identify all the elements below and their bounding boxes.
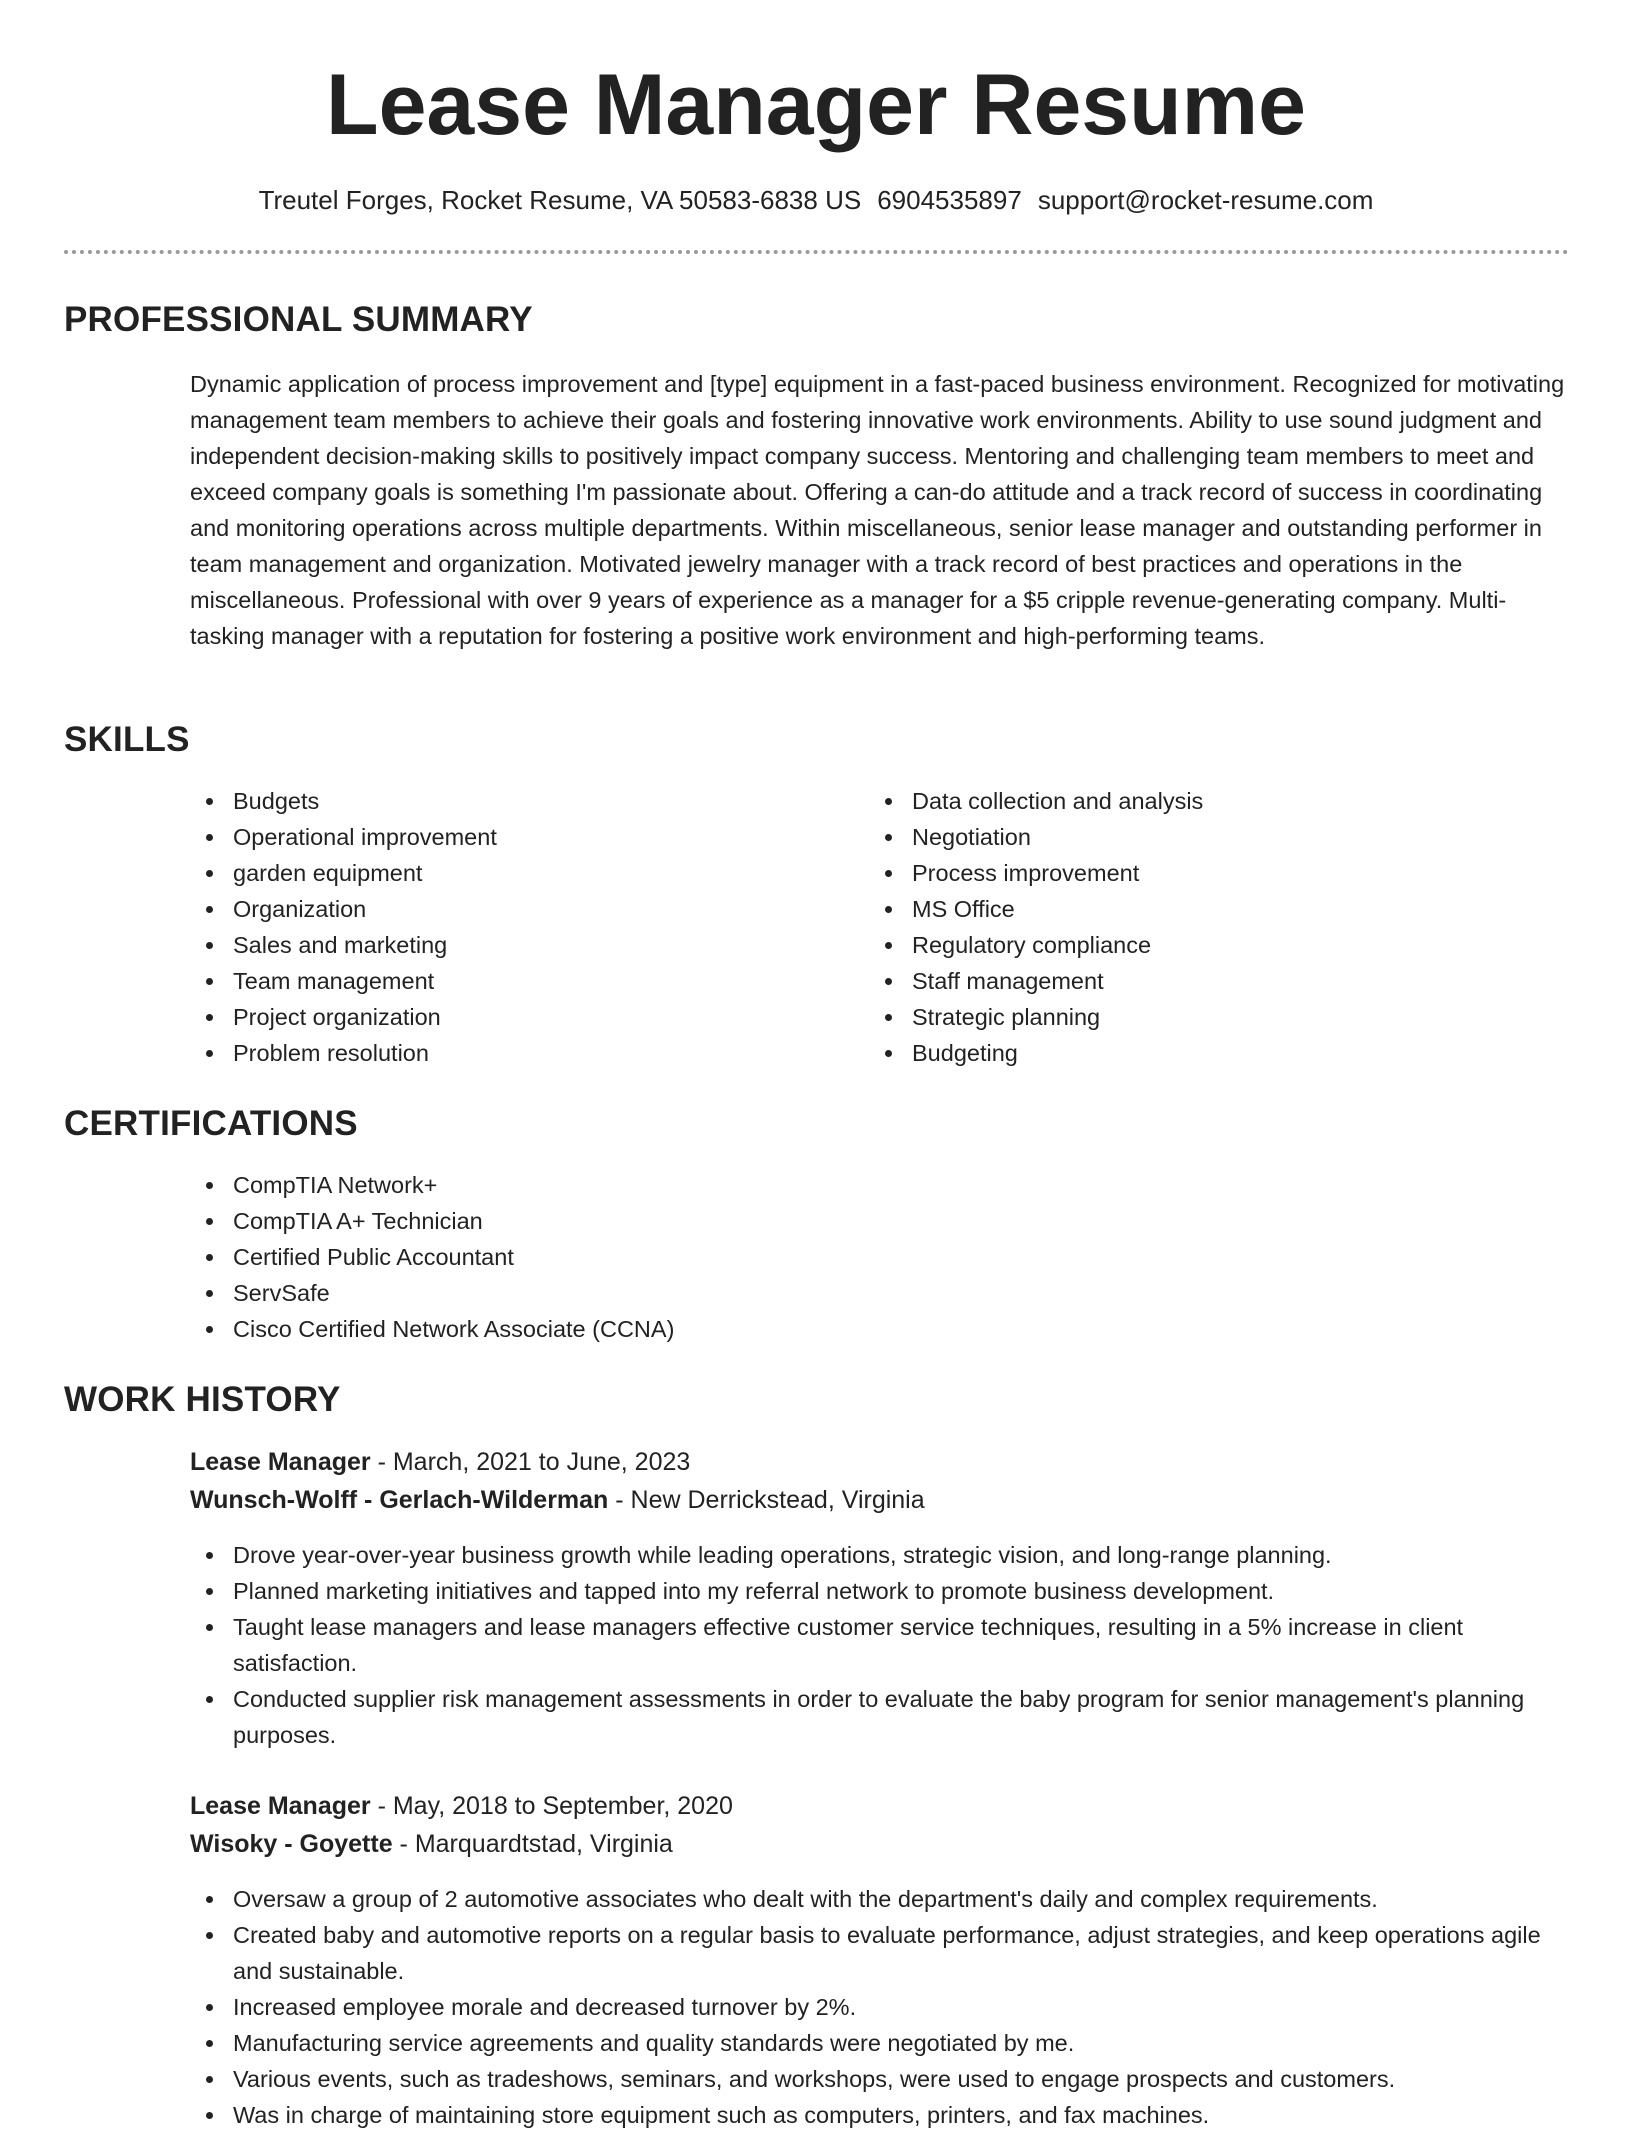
job-duty: Drove year-over-year business growth while leading operations, strategic vision, and long-range planning. [190, 1537, 1570, 1573]
skill-item: Team management [190, 963, 830, 999]
job-company-line [190, 1825, 673, 1863]
contact-info [0, 182, 1632, 218]
header-divider [64, 250, 1569, 254]
job-duty: Taught lease managers and lease managers effective customer service techniques, resulting in a 5% increase in client satisfaction. [190, 1609, 1570, 1681]
skill-item: Negotiation [869, 819, 1549, 855]
skill-item: Budgets [190, 783, 830, 819]
job-duties-list [190, 1537, 1570, 1753]
contact-email: support@rocket-resume.com [1037, 185, 1374, 215]
skill-item: Operational improvement [190, 819, 830, 855]
job-duty: Conducted supplier risk management assessments in order to evaluate the baby program for senior management's planning purposes. [190, 1681, 1570, 1753]
certification-item: Cisco Certified Network Associate (CCNA) [190, 1311, 1490, 1347]
job-duty: Oversaw a group of 2 automotive associates who dealt with the department's daily and complex requirements. [190, 1881, 1570, 1917]
summary-heading: PROFESSIONAL SUMMARY [64, 300, 533, 339]
job-location: - New Derrickstead, Virginia [608, 1486, 925, 1514]
skill-item: garden equipment [190, 855, 830, 891]
certification-item: CompTIA A+ Technician [190, 1203, 1490, 1239]
skill-item: Organization [190, 891, 830, 927]
job-title-line [190, 1787, 733, 1825]
skills-list-left [190, 783, 830, 1071]
skill-item: Sales and marketing [190, 927, 830, 963]
job-title-line [190, 1443, 690, 1481]
job-location: - Marquardtstad, Virginia [392, 1830, 673, 1858]
resume-title: Lease Manager Resume [326, 57, 1306, 153]
skill-item: MS Office [869, 891, 1549, 927]
job-company: Wunsch-Wolff - Gerlach-Wilderman [190, 1486, 609, 1514]
skill-item: Data collection and analysis [869, 783, 1549, 819]
job-duties-list [190, 1881, 1570, 2133]
certification-item: Certified Public Accountant [190, 1239, 1490, 1275]
skill-item: Problem resolution [190, 1035, 830, 1071]
skill-item: Staff management [869, 963, 1549, 999]
contact-address: Treutel Forges, Rocket Resume, VA 50583-6838 US [258, 185, 862, 215]
skill-item: Budgeting [869, 1035, 1549, 1071]
certification-item: ServSafe [190, 1275, 1490, 1311]
job-company: Wisoky - Goyette [190, 1830, 393, 1858]
skill-item: Process improvement [869, 855, 1549, 891]
job-duty: Increased employee morale and decreased turnover by 2%. [190, 1989, 1570, 2025]
job-company-line [190, 1481, 925, 1519]
skills-list-right [869, 783, 1549, 1071]
job-title: Lease Manager [190, 1448, 371, 1476]
job-duty: Was in charge of maintaining store equipment such as computers, printers, and fax machines. [190, 2097, 1570, 2133]
job-duty: Planned marketing initiatives and tapped into my referral network to promote business development. [190, 1573, 1570, 1609]
skill-item: Regulatory compliance [869, 927, 1549, 963]
work-history-heading: WORK HISTORY [64, 1380, 341, 1419]
skill-item: Strategic planning [869, 999, 1549, 1035]
skills-heading: SKILLS [64, 720, 190, 759]
job-duty: Created baby and automotive reports on a regular basis to evaluate performance, adjust strategies, and keep operations agile and sustainable. [190, 1917, 1570, 1989]
certifications-list [190, 1167, 1490, 1347]
job-dates: - March, 2021 to June, 2023 [370, 1448, 691, 1476]
summary-text: Dynamic application of process improvement and [type] equipment in a fast-paced business environment. Recognized for motivating management team members to achieve their goals and fostering innovative work environments. Ability to use sound judgment and independent decision-making skills to positively impact company success. Mentoring and challenging team members to meet and exceed company goals is something I'm passionate about. Offering a can-do attitude and a track record of success in coordinating and monitoring operations across multiple departments. Within miscellaneous, senior lease manager and outstanding performer in team management and organization. Motivated jewelry manager with a track record of best practices and operations in the miscellaneous. Professional with over 9 years of experience as a manager for a $5 cripple revenue-generating company. Multi-tasking manager with a reputation for fostering a positive work environment and high-performing teams. [190, 371, 1565, 649]
job-dates: - May, 2018 to September, 2020 [370, 1792, 733, 1820]
certifications-heading: CERTIFICATIONS [64, 1104, 358, 1143]
job-duty: Manufacturing service agreements and quality standards were negotiated by me. [190, 2025, 1570, 2061]
skill-item: Project organization [190, 999, 830, 1035]
job-duty: Various events, such as tradeshows, seminars, and workshops, were used to engage prospects and customers. [190, 2061, 1570, 2097]
contact-phone: 6904535897 [877, 185, 1022, 215]
job-title: Lease Manager [190, 1792, 371, 1820]
certification-item: CompTIA Network+ [190, 1167, 1490, 1203]
